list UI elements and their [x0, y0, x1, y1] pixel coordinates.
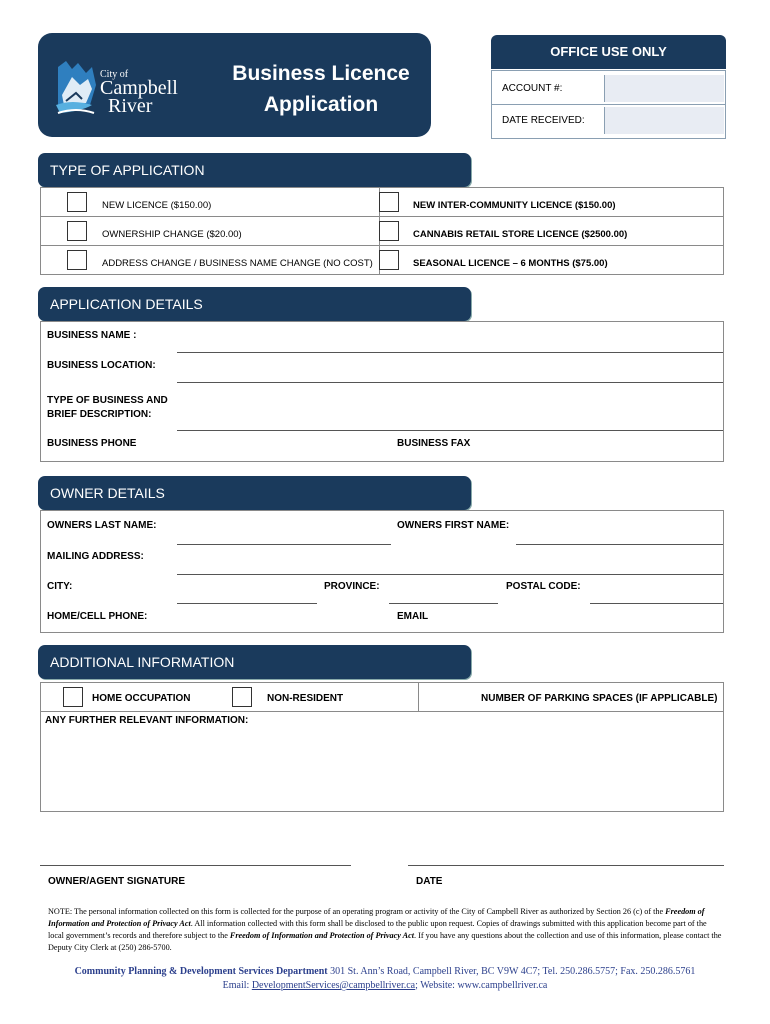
non-resident-label: NON-RESIDENT: [267, 693, 344, 704]
type-of-business-label-1: TYPE OF BUSINESS AND: [47, 395, 168, 406]
inter-community-checkbox[interactable]: [379, 192, 399, 212]
owners-first-name-field[interactable]: [516, 544, 723, 545]
owners-last-name-field[interactable]: [177, 544, 391, 545]
footer-email-link[interactable]: DevelopmentServices@campbellriver.ca: [251, 980, 416, 991]
signature-date-label: DATE: [416, 876, 443, 887]
footer-address: 301 St. Ann’s Road, Campbell River, BC V9W 4C7; Tel. 250.286.5757; Fax. 250.286.5761: [327, 966, 696, 977]
city-label: CITY:: [47, 581, 73, 592]
office-use-table: [491, 70, 726, 139]
cannabis-retail-label: CANNABIS RETAIL STORE LICENCE ($2500.00): [413, 229, 628, 240]
owner-signature-field[interactable]: [40, 865, 351, 866]
seasonal-licence-checkbox[interactable]: [379, 250, 399, 270]
logo-river-text: River: [108, 95, 153, 117]
further-information-label: ANY FURTHER RELEVANT INFORMATION:: [45, 715, 249, 726]
province-field[interactable]: [389, 603, 498, 604]
province-label: PROVINCE:: [324, 581, 380, 592]
type-of-business-label-2: BRIEF DESCRIPTION:: [47, 409, 152, 420]
logo-campbell-text: Campbell: [100, 77, 178, 99]
office-use-title: OFFICE USE ONLY: [491, 35, 726, 69]
address-change-checkbox[interactable]: [67, 250, 87, 270]
postal-code-field[interactable]: [590, 603, 723, 604]
new-licence-checkbox[interactable]: [67, 192, 87, 212]
home-cell-phone-label: HOME/CELL PHONE:: [47, 611, 148, 622]
home-occupation-checkbox[interactable]: [63, 687, 83, 707]
further-information-field[interactable]: [41, 727, 723, 811]
additional-information-panel: [40, 682, 724, 812]
mailing-address-field[interactable]: [177, 574, 723, 575]
new-licence-label: NEW LICENCE ($150.00): [102, 200, 212, 211]
application-details-panel: [40, 321, 724, 462]
email-label: EMAIL: [397, 611, 429, 622]
owner-details-panel: [40, 510, 724, 633]
page-title: Business Licence Application: [232, 62, 410, 116]
signature-date-field[interactable]: [408, 865, 724, 866]
footer: Community Planning & Development Services Department 301 St. Ann’s Road, Campbell River, BC V9W 4C7; Tel. 250.286.5757; Fax. 250.286.5761 Email: DevelopmentServices@campbellriver.ca; Website: www.campbellriver.ca: [74, 966, 696, 991]
account-field[interactable]: [604, 75, 724, 102]
mailing-address-label: MAILING ADDRESS:: [47, 551, 144, 562]
application-details-heading: APPLICATION DETAILS: [38, 287, 471, 321]
additional-information-heading: ADDITIONAL INFORMATION: [38, 645, 471, 679]
address-change-label: ADDRESS CHANGE / BUSINESS NAME CHANGE (NO COST): [102, 258, 373, 269]
postal-code-label: POSTAL CODE:: [506, 581, 581, 592]
account-label: ACCOUNT #:: [502, 83, 563, 94]
footer-department: Community Planning & Development Services Department: [74, 966, 328, 977]
home-occupation-label: HOME OCCUPATION: [92, 693, 191, 704]
date-received-field[interactable]: [604, 107, 724, 134]
seasonal-licence-label: SEASONAL LICENCE – 6 MONTHS ($75.00): [413, 258, 608, 269]
city-logo: [52, 55, 202, 123]
owners-first-name-label: OWNERS FIRST NAME:: [397, 520, 510, 531]
cannabis-retail-checkbox[interactable]: [379, 221, 399, 241]
inter-community-label: NEW INTER-COMMUNITY LICENCE ($150.00): [413, 200, 616, 211]
ownership-change-label: OWNERSHIP CHANGE ($20.00): [102, 229, 242, 240]
footer-website: ; Website: www.campbellriver.ca: [415, 980, 548, 991]
non-resident-checkbox[interactable]: [232, 687, 252, 707]
type-of-application-panel: [40, 187, 724, 275]
logo-small-text: City of: [100, 69, 129, 80]
business-phone-label: BUSINESS PHONE: [47, 438, 137, 449]
privacy-note: NOTE: The personal information collected on this form is collected for the purpose of an operating program or activity of the City of Campbell River as authorized by Section 26 (c) of the Freedom of Information and Protection of Privacy Act. All information collected with this form shall be disclosed to the public upon request. Copies of drawings submitted with this application become part of the local government’s records and therefore subject to the Freedom of Information and Protection of Privacy Act. If you have any questions about the collection and use of this information, please contact the Deputy City Clerk at (250) 286-5700.: [48, 907, 722, 952]
city-field[interactable]: [177, 603, 317, 604]
owner-signature-label: OWNER/AGENT SIGNATURE: [48, 876, 186, 887]
ownership-change-checkbox[interactable]: [67, 221, 87, 241]
parking-spaces-label: NUMBER OF PARKING SPACES (IF APPLICABLE): [481, 693, 718, 704]
business-location-label: BUSINESS LOCATION:: [47, 360, 156, 371]
business-fax-label: BUSINESS FAX: [397, 438, 471, 449]
business-name-field[interactable]: [177, 352, 723, 353]
owners-last-name-label: OWNERS LAST NAME:: [47, 520, 157, 531]
business-description-field[interactable]: [177, 430, 723, 431]
type-of-application-heading: TYPE OF APPLICATION: [38, 153, 471, 187]
business-name-label: BUSINESS NAME :: [47, 330, 137, 341]
owner-details-heading: OWNER DETAILS: [38, 476, 471, 510]
business-location-field[interactable]: [177, 382, 723, 383]
date-received-label: DATE RECEIVED:: [502, 115, 585, 126]
